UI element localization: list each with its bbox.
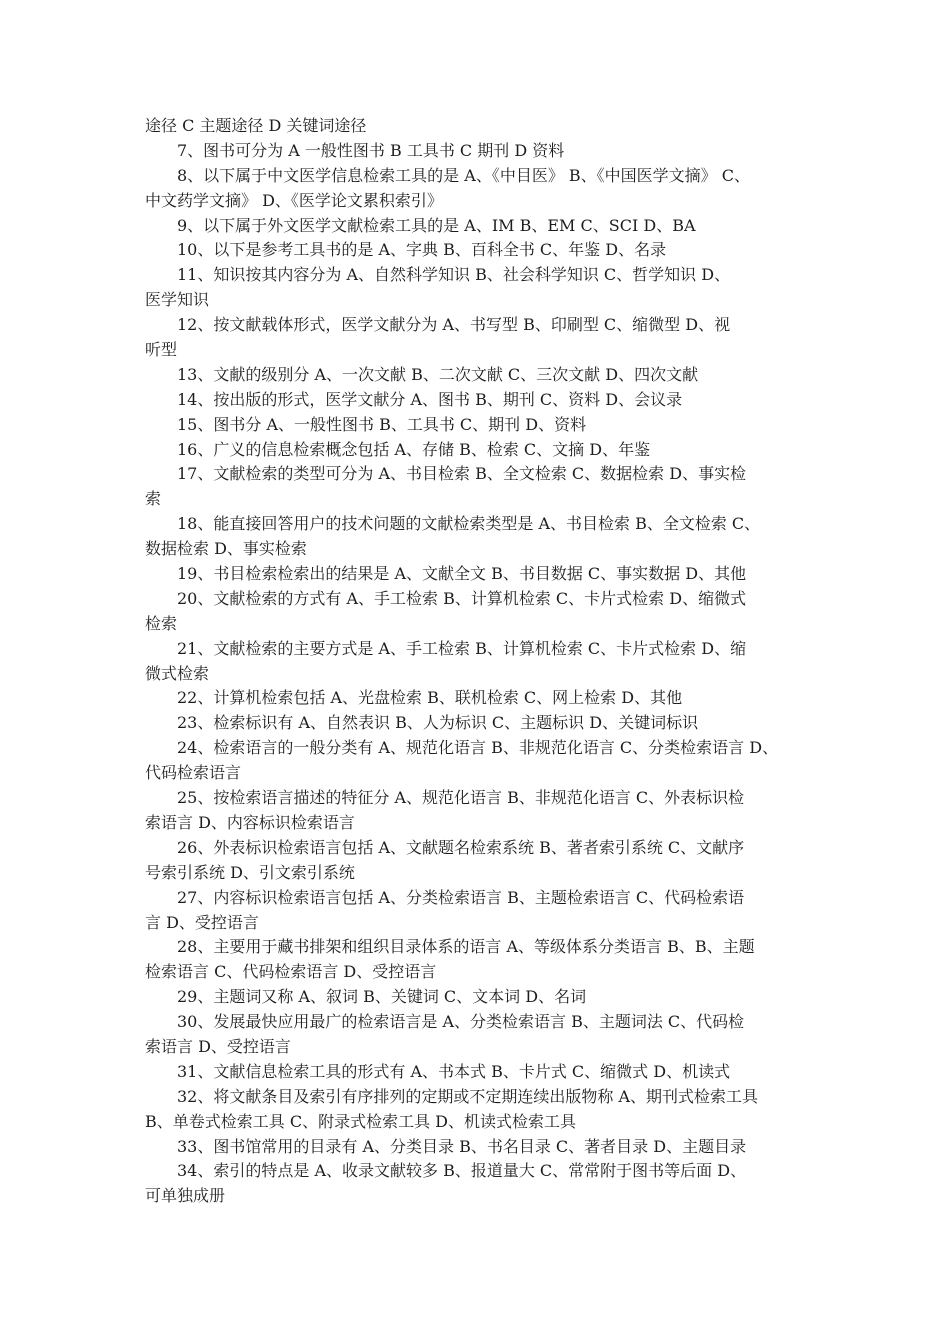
text-line: 14、按出版的形式，医学文献分 A、图书 B、期刊 C、资料 D、会议录 [177, 389, 683, 409]
text-line: 22、计算机检索包括 A、光盘检索 B、联机检索 C、网上检索 D、其他 [177, 688, 683, 708]
text-line: 听型 [145, 340, 178, 360]
text-line: 30、发展最快应用最广的检索语言是 A、分类检索语言 B、主题词法 C、代码检 [177, 1012, 745, 1032]
text-line: 检索 [145, 613, 178, 633]
text-line: 28、主要用于藏书排架和组织目录体系的语言 A、等级体系分类语言 B、B、主题 [177, 937, 755, 957]
text-line: B、单卷式检索工具 C、附录式检索工具 D、机读式检索工具 [145, 1111, 577, 1131]
text-line: 途径 C 主题途径 D 关键词途径 [145, 116, 367, 135]
text-line: 27、内容标识检索语言包括 A、分类检索语言 B、主题检索语言 C、代码检索语 [177, 887, 745, 907]
text-line: 索语言 D、受控语言 [145, 1036, 291, 1056]
text-line: 数据检索 D、事实检索 [145, 539, 307, 559]
text-line: 29、主题词又称 A、叙词 B、关键词 C、文本词 D、名词 [177, 987, 587, 1007]
text-line: 11、知识按其内容分为 A、自然科学知识 B、社会科学知识 C、哲学知识 D、 [177, 265, 731, 285]
text-line: 20、文献检索的方式有 A、手工检索 B、计算机检索 C、卡片式检索 D、缩微式 [177, 588, 747, 608]
text-line: 19、书目检索检索出的结果是 A、文献全文 B、书目数据 C、事实数据 D、其他 [177, 564, 747, 584]
text-line: 15、图书分 A、一般性图书 B、工具书 C、期刊 D、资料 [177, 414, 587, 434]
text-line: 17、文献检索的类型可分为 A、书目检索 B、全文检索 C、数据检索 D、事实检 [177, 464, 747, 484]
text-line: 33、图书馆常用的目录有 A、分类目录 B、书名目录 C、著者目录 D、主题目录 [177, 1136, 747, 1156]
text-line: 8、以下属于中文医学信息检索工具的是 A、《中目医》 B、《中国医学文摘》 C、 [177, 165, 750, 185]
text-line: 32、将文献条目及索引有序排列的定期或不定期连续出版物称 A、期刊式检索工具 [177, 1086, 759, 1106]
text-line: 26、外表标识检索语言包括 A、文献题名检索系统 B、著者索引系统 C、文献序 [177, 837, 745, 857]
text-line: 7、图书可分为 A 一般性图书 B 工具书 C 期刊 D 资料 [177, 140, 565, 160]
text-line: 13、文献的级别分 A、一次文献 B、二次文献 C、三次文献 D、四次文献 [177, 364, 699, 384]
text-line: 检索语言 C、代码检索语言 D、受控语言 [145, 962, 437, 982]
text-line: 号索引系统 D、引文索引系统 [145, 862, 355, 882]
text-line: 12、按文献载体形式，医学文献分为 A、书写型 B、印刷型 C、缩微型 D、视 [177, 315, 731, 335]
text-line: 微式检索 [145, 663, 210, 683]
text-line: 31、文献信息检索工具的形式有 A、书本式 B、卡片式 C、缩微式 D、机读式 [177, 1061, 731, 1081]
text-line: 10、以下是参考工具书的是 A、字典 B、百科全书 C、年鉴 D、名录 [177, 240, 667, 260]
text-line: 中文药学文摘》 D、《医学论文累积索引》 [145, 190, 443, 210]
text-line: 23、检索标识有 A、自然表识 B、人为标识 C、主题标识 D、关键词标识 [177, 713, 699, 733]
text-line: 16、广义的信息检索概念包括 A、存储 B、检索 C、文摘 D、年鉴 [177, 439, 651, 459]
text-line: 言 D、受控语言 [145, 912, 259, 932]
text-line: 25、按检索语言描述的特征分 A、规范化语言 B、非规范化语言 C、外表标识检 [177, 788, 745, 808]
text-line: 可单独成册 [145, 1186, 226, 1206]
text-line: 18、能直接回答用户的技术问题的文献检索类型是 A、书目检索 B、全文检索 C、 [177, 514, 761, 534]
text-line: 34、索引的特点是 A、收录文献较多 B、报道量大 C、常常附于图书等后面 D、 [177, 1161, 747, 1181]
text-line: 21、文献检索的主要方式是 A、手工检索 B、计算机检索 C、卡片式检索 D、缩 [177, 638, 747, 658]
text-line: 医学知识 [145, 290, 210, 310]
text-line: 索 [145, 489, 162, 509]
text-line: 24、检索语言的一般分类有 A、规范化语言 B、非规范化语言 C、分类检索语言 D、 [177, 738, 779, 758]
text-line: 代码检索语言 [145, 763, 242, 783]
text-line: 9、以下属于外文医学文献检索工具的是 A、IM B、EM C、SCI D、BA [177, 215, 696, 235]
document-page [145, 114, 810, 1209]
text-line: 索语言 D、内容标识检索语言 [145, 812, 355, 832]
